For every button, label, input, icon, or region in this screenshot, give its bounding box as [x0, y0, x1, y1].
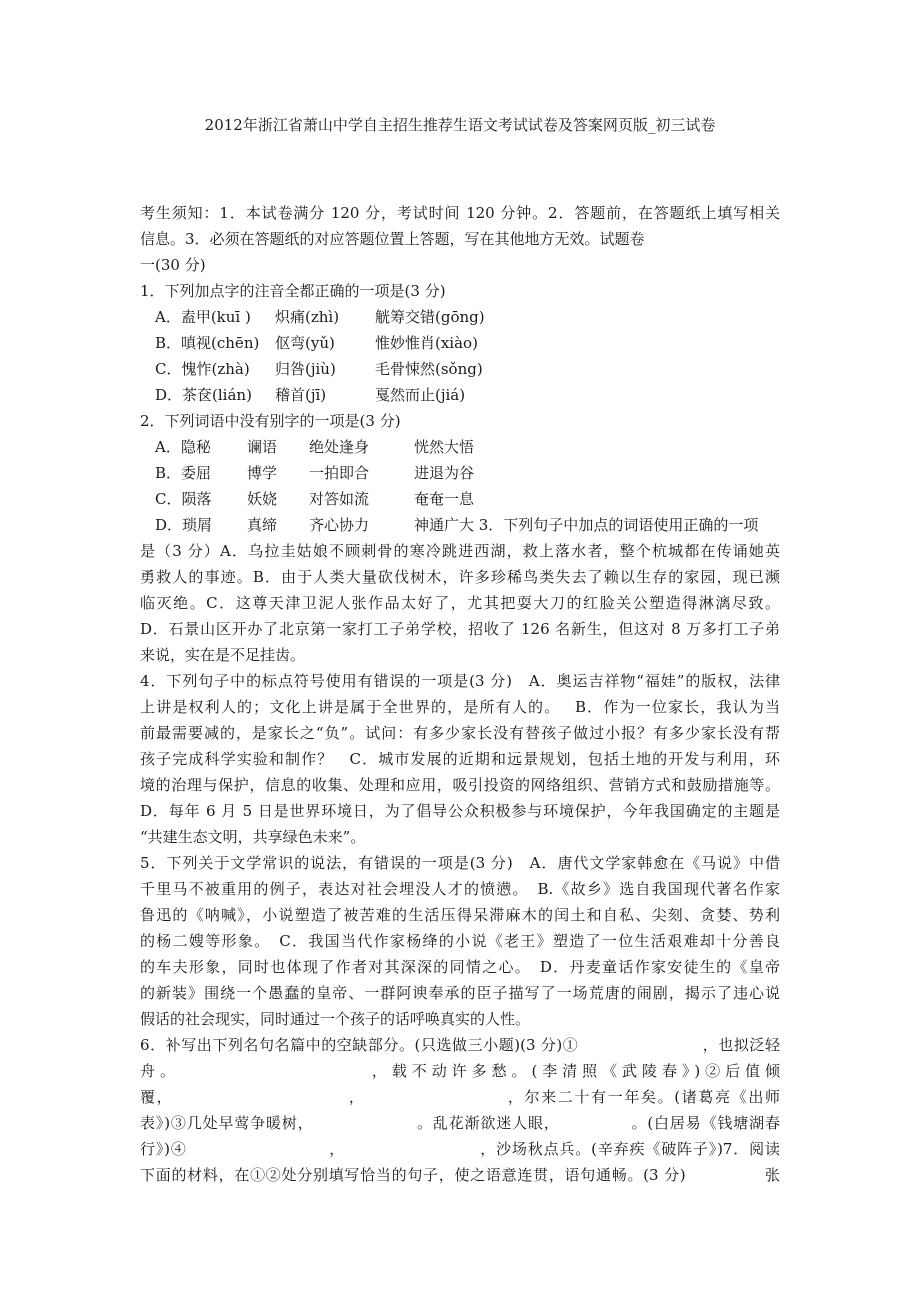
option-row	[140, 356, 780, 382]
option-cell: C．愧怍(zhà)	[155, 360, 250, 378]
option-cell: 对答如流	[309, 490, 370, 508]
text-line: 是（3 分）A．乌拉圭姑娘不顾刺骨的寒冷跳进西湖，救上落水者，整个杭城都在传诵她英	[140, 542, 780, 560]
option-cell: 齐心协力	[309, 516, 370, 534]
option-cell: 一拍即合	[309, 464, 370, 482]
text-line: 表》)③几处早莺争暖树， 。乱花渐欲迷人眼， 。(白居易《钱塘湖春	[140, 1114, 780, 1132]
option-cell: C．陨落	[155, 490, 212, 508]
option-row	[140, 460, 780, 486]
document-body	[140, 200, 780, 1188]
text-line: 舟。 ，载不动许多愁。(李清照《武陵春》)②后值倾	[140, 1062, 780, 1080]
text-line: 来说，实在是不足挂齿。	[140, 646, 306, 664]
document-title: 2012年浙江省萧山中学自主招生推荐生语文考试试卷及答案网页版_初三试卷	[204, 116, 716, 134]
text-line: 孩子完成科学实验和制作？ C．城市发展的近期和远景规划，包括土地的开发与利用，环	[140, 750, 780, 768]
option-cell: 妖娆	[247, 490, 278, 508]
option-cell: 归咎(jiù)	[275, 360, 336, 378]
option-cell: A．隐秘	[155, 438, 211, 456]
text-line: 行》)④ ， ，沙场秋点兵。(辛弃疾《破阵子》)7．阅读	[140, 1140, 780, 1158]
text-line: 的新装》围绕一个愚蠢的皇帝、一群阿谀奉承的臣子描写了一场荒唐的闹剧，揭示了违心说	[140, 984, 780, 1002]
option-cell: 进退为谷	[414, 464, 475, 482]
option-row	[140, 330, 780, 356]
option-cell: 炽痛(zhì)	[275, 308, 340, 326]
text-line: 4．下列句子中的标点符号使用有错误的一项是(3 分) A．奥运吉祥物“福娃”的版权，法律	[140, 672, 780, 690]
text-line: 5．下列关于文学常识的说法，有错误的一项是(3 分) A．唐代文学家韩愈在《马说》中借	[140, 854, 780, 872]
option-cell: 伛弯(yǔ)	[275, 334, 335, 352]
text-line: 鲁迅的《呐喊》，小说塑造了被苦难的生活压得呆滞麻木的闰土和自私、尖刻、贪婪、势利	[140, 906, 780, 924]
text-line: 假话的社会现实，同时通过一个孩子的话呼唤真实的人性。	[140, 1010, 531, 1028]
option-cell: 博学	[247, 464, 278, 482]
option-row	[140, 486, 780, 512]
option-cell: 惟妙惟肖(xiào)	[375, 334, 478, 352]
text-line: 千里马不被重用的例子，表达对社会埋没人才的愤懑。 B.《故乡》选自我国现代著名作家	[140, 880, 780, 898]
option-cell: 毛骨悚然(sǒng)	[375, 360, 483, 378]
option-row	[140, 434, 780, 460]
option-cell: 谰语	[247, 438, 278, 456]
text-line: D．每年 6 月 5 日是世界环境日，为了倡导公众积极参与环境保护，今年我国确定的主题是	[140, 802, 780, 820]
text-line: 覆， ， ，尔来二十有一年矣。(诸葛亮《出师	[140, 1088, 780, 1106]
option-row	[140, 382, 780, 408]
option-cell: 稽首(jī)	[275, 386, 327, 404]
option-cell: B．嗔视(chēn)	[155, 334, 260, 352]
text-line: 的车夫形象，同时也体现了作者对其深深的同情之心。 D．丹麦童话作家安徒生的《皇帝	[140, 958, 780, 976]
text-line: 临灭绝。C．这尊天津卫泥人张作品太好了，尤其把耍大刀的红脸关公塑造得淋漓尽致。	[140, 594, 780, 612]
option-cell: 戛然而止(jiá)	[375, 386, 466, 404]
text-line: 勇救人的事迹。B．由于人类大量砍伐树木，许多珍稀鸟类失去了赖以生存的家园，现已濒	[140, 568, 780, 586]
question-stem: 1．下列加点字的注音全都正确的一项是(3 分)	[140, 282, 446, 300]
text-line: 的杨二嫂等形象。 C．我国当代作家杨绛的小说《老王》塑造了一位生活艰难却十分善良	[140, 932, 780, 950]
text-line: 前最需要减的，是家长之“负”。试问：有多少家长没有替孩子做过小报？有多少家长没有帮	[140, 724, 780, 742]
notice-line: 信息。3．必须在答题纸的对应答题位置上答题，写在其他地方无效。试题卷	[140, 230, 645, 248]
text-line: 境的治理与保护，信息的收集、处理和应用，吸引投资的网络组织、营销方式和鼓励措施等。	[140, 776, 780, 794]
option-cell: 恍然大悟	[414, 438, 475, 456]
option-cell: 奄奄一息	[414, 490, 475, 508]
question-stem: 2．下列词语中没有别字的一项是(3 分)	[140, 412, 401, 430]
option-cell: 真缔	[247, 516, 278, 534]
notice-line: 考生须知：1．本试卷满分 120 分，考试时间 120 分钟。2．答题前，在答题纸上填写相关	[140, 204, 780, 222]
text-line: “共建生态文明，共享绿色未来”。	[140, 828, 366, 846]
option-cell: 觥筹交错(gōng)	[375, 308, 485, 326]
text-line: 下面的材料，在①②处分别填写恰当的句子，使之语意连贯，语句通畅。(3 分) 张	[140, 1166, 780, 1184]
option-row	[140, 512, 780, 538]
option-cell: 绝处逢身	[309, 438, 370, 456]
section-heading: 一(30 分)	[140, 256, 206, 274]
text-line: 上讲是权利人的；文化上讲是属于全世界的，是所有人的。 B．作为一位家长，我认为当	[140, 698, 780, 716]
text-line: D．石景山区开办了北京第一家打工子弟学校，招收了 126 名新生，但这对 8 万多打工子弟	[140, 620, 780, 638]
text-line: 6．补写出下列名句名篇中的空缺部分。(只选做三小题)(3 分)① ，也拟泛轻	[140, 1036, 780, 1054]
option-cell: 神通广大 3．下列句子中加点的词语使用正确的一项	[414, 516, 759, 534]
option-row	[140, 304, 780, 330]
option-cell: B．委屈	[155, 464, 212, 482]
option-cell: A．盍甲(kuī )	[155, 308, 251, 326]
option-cell: D．茶奁(lián)	[155, 386, 252, 404]
option-cell: D．琐屑	[155, 516, 213, 534]
